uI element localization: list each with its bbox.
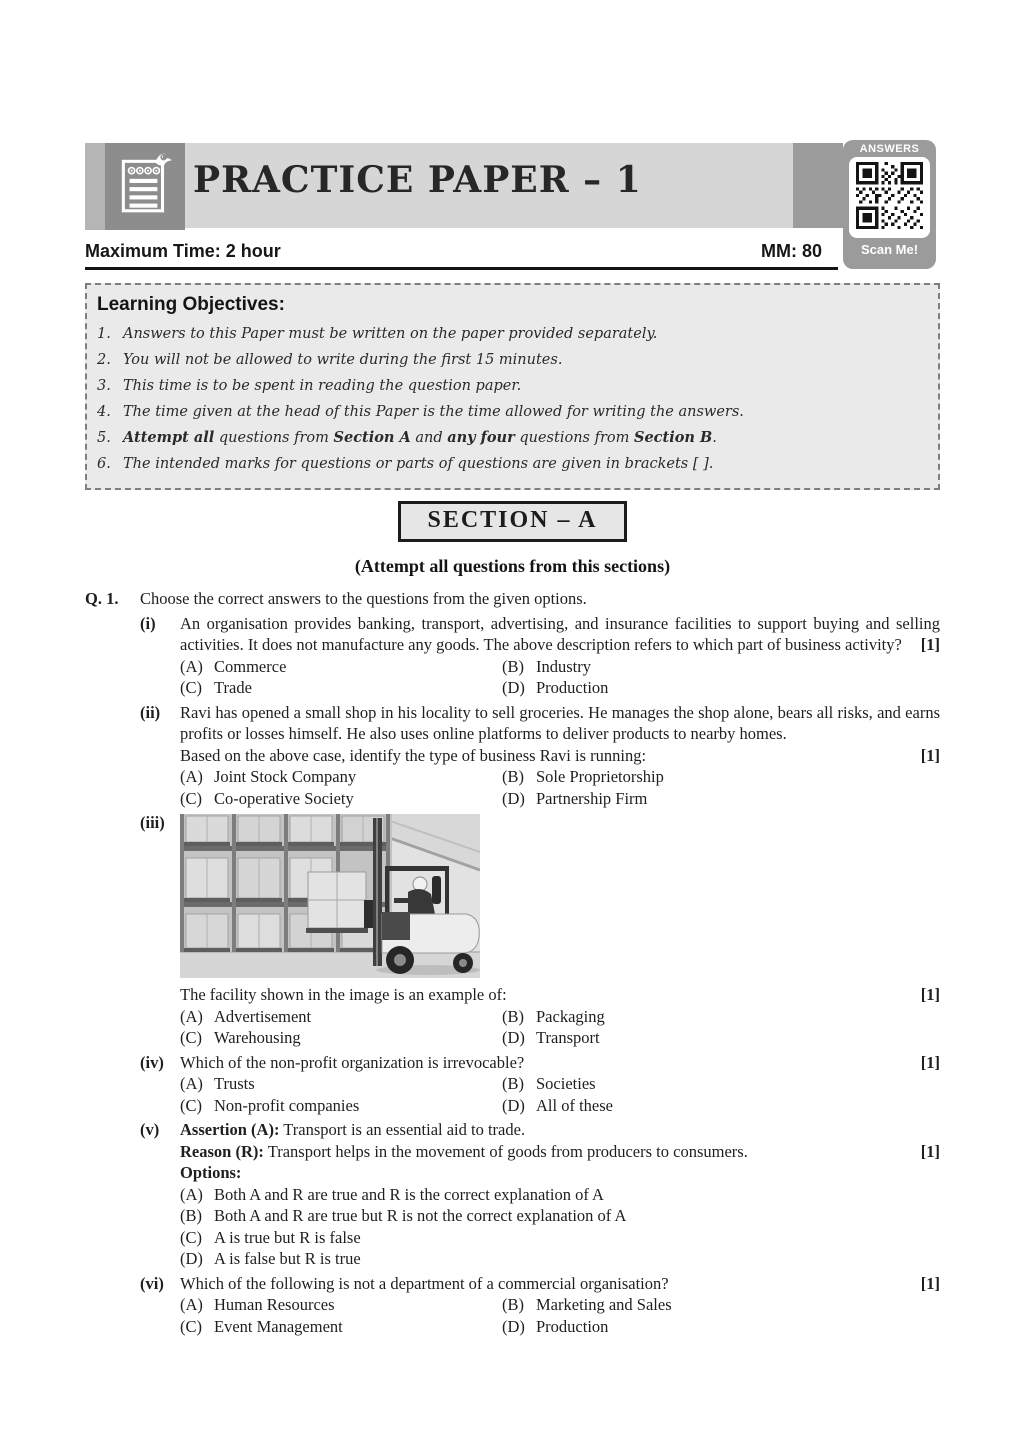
subquestion-number: (i) xyxy=(140,613,156,633)
objective-number: 5. xyxy=(97,430,111,446)
question-1-label: Q. 1. xyxy=(85,589,119,608)
option-c: (C) Event Management xyxy=(180,1316,343,1336)
subquestion-text: An organisation provides banking, transport, advertising, and insurance facilities to support buying and selling activities. It does not manufacture any goods. The above description refers to which part of business activity? [1] xyxy=(180,613,940,654)
marks-badge: [1] xyxy=(920,1141,940,1161)
option-c: (C) Non-profit companies xyxy=(180,1095,360,1115)
objective-number: 2. xyxy=(97,352,111,368)
option-a: (A) Advertisement xyxy=(180,1006,312,1026)
option-d: (D) Transport xyxy=(502,1028,600,1047)
answers-qr-code-icon xyxy=(856,162,923,234)
objective-text: The time given at the head of this Paper is the time allowed for writing the answers. xyxy=(123,404,744,420)
subquestion-i xyxy=(140,613,940,699)
options-label: Options: xyxy=(180,1163,242,1182)
reason-line: Reason (R): Transport helps in the movement of goods from producers to consumers. [1] xyxy=(180,1141,940,1161)
objective-item xyxy=(97,451,926,477)
maximum-time: Maximum Time: 2 hour xyxy=(85,241,281,261)
option-d: (D) Production xyxy=(502,1316,609,1336)
subquestion-number: (v) xyxy=(140,1120,160,1139)
case-text: Ravi has opened a small shop in his locality to sell groceries. He manages the shop alone, bears all risks, and earns profits or losses himself. He also uses online platforms to deliver products to nearby homes. xyxy=(180,702,940,743)
main-content xyxy=(85,501,940,1337)
notepad-document-icon xyxy=(114,150,176,223)
objective-item xyxy=(97,347,926,373)
option-d: (D) Production xyxy=(502,678,609,697)
option-c: (C) Trade xyxy=(180,678,252,697)
marks-badge: [1] xyxy=(920,745,940,765)
subquestion-number: (iii) xyxy=(140,813,165,832)
section-a-heading: SECTION – A xyxy=(398,501,626,542)
subquestion-iv xyxy=(140,1052,940,1117)
option-a: (A) Both A and R are true and R is the correct explanation of A xyxy=(180,1184,604,1204)
subquestion-vi xyxy=(140,1273,940,1338)
header-icon-box xyxy=(105,143,185,230)
objective-item xyxy=(97,425,926,451)
answers-qr-block xyxy=(843,140,936,269)
option-b: (B) Marketing and Sales xyxy=(502,1295,672,1314)
option-b: (B) Societies xyxy=(502,1074,596,1093)
answers-label: ANSWERS xyxy=(859,143,920,155)
option-c: (C) Co-operative Society xyxy=(180,788,354,808)
warehouse-forklift-photo xyxy=(180,814,480,978)
subquestion-v xyxy=(140,1119,940,1270)
header-banner xyxy=(85,143,935,230)
objective-number: 3. xyxy=(97,378,111,394)
objective-item xyxy=(97,321,926,347)
objective-text: Answers to this Paper must be written on the paper provided separately. xyxy=(123,326,658,342)
subquestion-text: Which of the non-profit organization is irrevocable? [1] xyxy=(180,1052,940,1072)
options-list xyxy=(180,1184,940,1270)
subquestion-text: Which of the following is not a department of a commercial organisation? [1] xyxy=(180,1273,940,1293)
objective-text: The intended marks for questions or parts of questions are given in brackets [ ]. xyxy=(123,456,714,472)
objective-text: This time is to be spent in reading the question paper. xyxy=(123,378,522,394)
options-grid xyxy=(180,1294,940,1337)
option-a: (A) Trusts xyxy=(180,1074,255,1093)
marks-badge: [1] xyxy=(920,1052,940,1072)
objective-number: 4. xyxy=(97,404,111,420)
qr-code-frame xyxy=(849,157,930,238)
option-a: (A) Commerce xyxy=(180,656,287,676)
option-b: (B) Packaging xyxy=(502,1006,605,1026)
objective-item xyxy=(97,373,926,399)
assertion-line: Assertion (A): Transport is an essential aid to trade. xyxy=(180,1120,526,1139)
question-1-intro: Choose the correct answers to the questions from the given options. xyxy=(140,589,587,608)
marks-badge: [1] xyxy=(920,635,940,654)
options-grid xyxy=(180,1006,940,1049)
option-d: (D) All of these xyxy=(502,1095,613,1115)
option-a: (A) Joint Stock Company xyxy=(180,767,357,786)
subquestion-number: (ii) xyxy=(140,702,161,722)
option-c: (C) Warehousing xyxy=(180,1028,301,1047)
question-1 xyxy=(85,588,940,1337)
learning-objectives-box xyxy=(85,283,940,490)
option-b: (B) Both A and R are true but R is not the correct explanation of A xyxy=(180,1206,627,1225)
banner-right-strip xyxy=(793,143,843,228)
scan-me-label: Scan Me! xyxy=(860,242,919,257)
options-grid xyxy=(180,656,940,699)
subquestion-iii xyxy=(140,812,940,1049)
learning-objectives-title: Learning Objectives: xyxy=(97,294,285,315)
option-b: (B) Industry xyxy=(502,656,591,676)
marks-badge: [1] xyxy=(920,985,940,1004)
option-c: (C) A is true but R is false xyxy=(180,1227,361,1247)
objective-text: Attempt all questions from Section A and any four questions from Section B. xyxy=(123,429,717,446)
header-divider-rule xyxy=(85,267,838,270)
options-grid xyxy=(180,1073,940,1116)
option-d: (D) A is false but R is true xyxy=(180,1249,361,1268)
objective-item xyxy=(97,399,926,425)
option-d: (D) Partnership Firm xyxy=(502,788,648,808)
objective-number: 1. xyxy=(97,326,111,342)
options-grid xyxy=(180,766,940,809)
paper-title: PRACTICE PAPER – 1 xyxy=(193,159,642,201)
section-a-note: (Attempt all questions from this sections) xyxy=(354,556,671,576)
subquestion-number: (iv) xyxy=(140,1052,164,1072)
objective-number: 6. xyxy=(97,456,111,472)
option-b: (B) Sole Proprietorship xyxy=(502,767,664,786)
subquestion-ii xyxy=(140,702,940,810)
subquestion-text: The facility shown in the image is an example of: [1] xyxy=(180,985,940,1004)
option-a: (A) Human Resources xyxy=(180,1295,335,1314)
marks-badge: [1] xyxy=(920,1273,940,1293)
meta-bar xyxy=(85,241,822,262)
banner-left-strip xyxy=(85,143,105,230)
objective-text: You will not be allowed to write during the first 15 minutes. xyxy=(123,352,563,368)
subquestion-number: (vi) xyxy=(140,1273,164,1293)
subquestion-text: Based on the above case, identify the type of business Ravi is running: [1] xyxy=(180,745,940,765)
maximum-marks: MM: 80 xyxy=(760,241,822,261)
